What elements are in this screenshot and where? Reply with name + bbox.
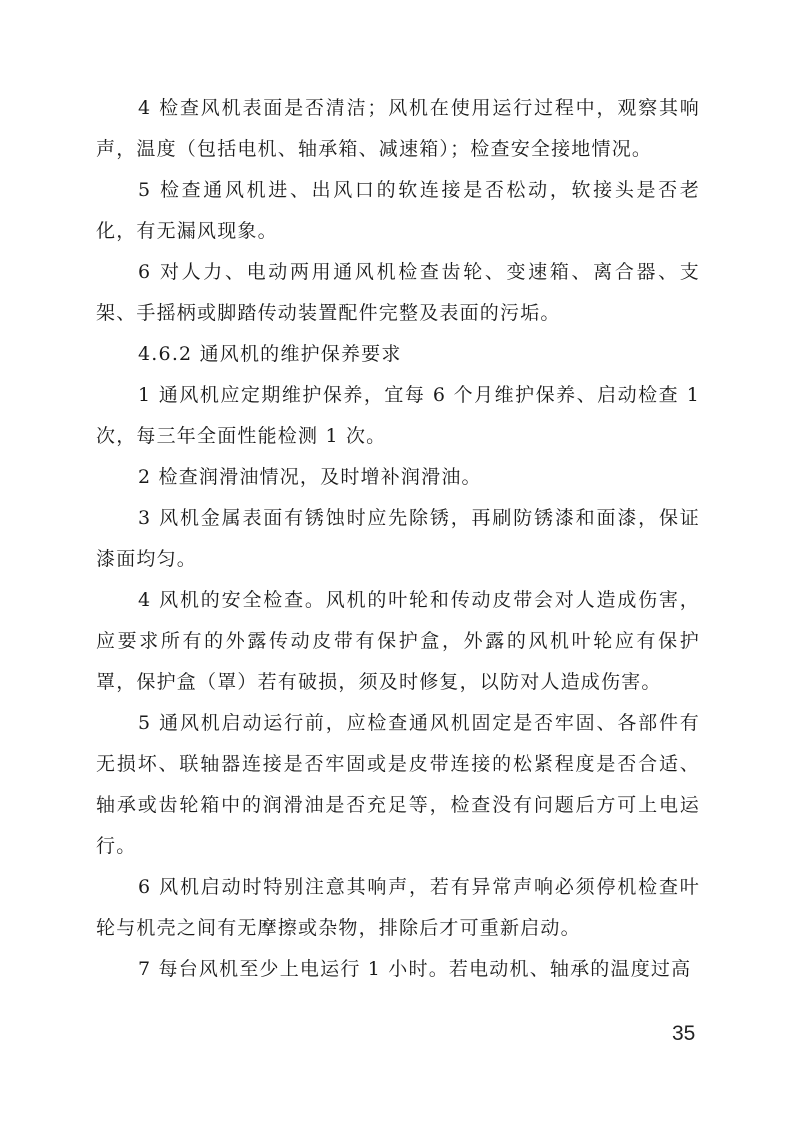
paragraph-2-lubrication: 2 检查润滑油情况，及时增补润滑油。	[138, 466, 482, 488]
section-heading-4-6-2: 4.6.2 通风机的维护保养要求	[138, 343, 402, 365]
paragraph-5-pre-start-check: 5 通风机启动运行前，应检查通风机固定是否牢固、各部件有无损坏、联轴器连接是否牢固或是皮带连接的松紧程度是否合适、轴承或齿轮箱中的润滑油是否充足等，检查没有问题后方可上电运行。	[96, 712, 700, 857]
paragraph-6-startup-noise: 6 风机启动时特别注意其响声，若有异常声响必须停机检查叶轮与机壳之间有无摩擦或杂物，排除后才可重新启动。	[96, 876, 700, 939]
page-number: 35	[672, 1022, 696, 1045]
paragraph-7-run-time: 7 每台风机至少上电运行 1 小时。若电动机、轴承的温度过高	[138, 958, 692, 980]
paragraph-4-safety-check: 4 风机的安全检查。风机的叶轮和传动皮带会对人造成伤害，应要求所有的外露传动皮带有保护盒，外露的风机叶轮应有保护罩，保护盒（罩）若有破损，须及时修复，以防对人造成伤害。	[96, 589, 700, 693]
body-text	[96, 88, 700, 990]
paragraph-5-soft-connection: 5 检查通风机进、出风口的软连接是否松动，软接头是否老化，有无漏风现象。	[96, 179, 700, 242]
paragraph-4-surface-check: 4 检查风机表面是否清洁；风机在使用运行过程中，观察其响声，温度（包括电机、轴承箱、减速箱）；检查安全接地情况。	[96, 97, 700, 160]
paragraph-3-rust-removal: 3 风机金属表面有锈蚀时应先除锈，再刷防锈漆和面漆，保证漆面均匀。	[96, 507, 700, 570]
paragraph-6-dual-use-fan: 6 对人力、电动两用通风机检查齿轮、变速箱、离合器、支架、手摇柄或脚踏传动装置配件完整及表面的污垢。	[96, 261, 700, 324]
paragraph-1-periodic-maintenance: 1 通风机应定期维护保养，宜每 6 个月维护保养、启动检查 1 次，每三年全面性能检测 1 次。	[96, 384, 700, 447]
